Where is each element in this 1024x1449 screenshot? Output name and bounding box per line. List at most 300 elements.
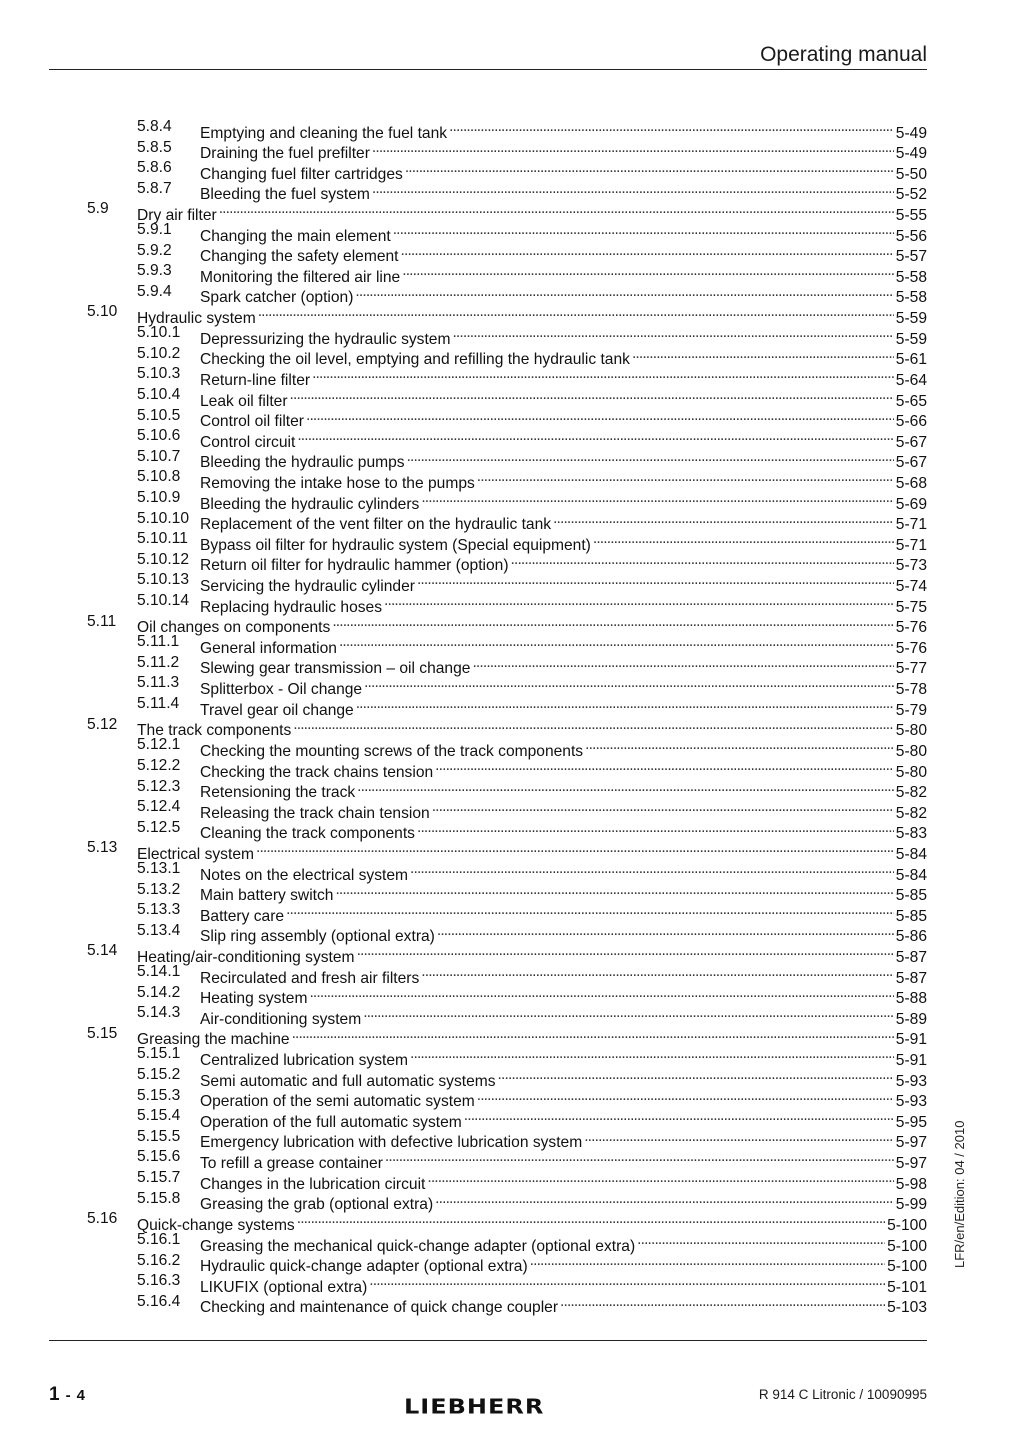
- toc-subsection-entry[interactable]: [87, 962, 927, 987]
- toc-entry-number: 5.10.4: [137, 385, 181, 403]
- table-of-contents: [87, 117, 927, 1317]
- toc-entry-title: Slewing gear transmission – oil change: [200, 660, 471, 678]
- toc-subsection-entry[interactable]: [87, 632, 927, 657]
- toc-subsection-entry[interactable]: [87, 591, 927, 616]
- toc-entry-title: Retensioning the track: [200, 784, 356, 802]
- toc-subsection-entry[interactable]: [87, 900, 927, 925]
- toc-entry-number: 5.10: [87, 303, 118, 321]
- toc-dot-leader: [355, 777, 894, 798]
- toc-entry-title: Slip ring assembly (optional extra): [200, 928, 435, 946]
- toc-entry-title: Notes on the electrical system: [200, 866, 409, 884]
- toc-entry-number: 5.10.11: [137, 530, 188, 548]
- toc-entry-number: 5.14.3: [137, 1004, 181, 1022]
- toc-subsection-entry[interactable]: [87, 1065, 927, 1090]
- page-number: [49, 1384, 85, 1406]
- toc-entry-title: The track components: [137, 722, 292, 740]
- toc-dot-leader: [405, 447, 894, 468]
- toc-dot-leader: [558, 1292, 885, 1313]
- toc-entry-number: 5.10.6: [137, 427, 181, 445]
- toc-entry-number: 5.10.12: [137, 550, 190, 568]
- toc-entry-number: 5.15.5: [137, 1127, 181, 1145]
- toc-dot-leader: [354, 694, 894, 715]
- toc-dot-leader: [367, 1271, 885, 1292]
- toc-subsection-entry[interactable]: [87, 529, 927, 554]
- toc-entry-page: 5-73: [895, 557, 927, 575]
- toc-subsection-entry[interactable]: [87, 880, 927, 905]
- toc-entry-title: Recirculated and fresh air filters: [200, 969, 420, 987]
- toc-entry-number: 5.10.7: [137, 447, 181, 465]
- toc-subsection-entry[interactable]: [87, 138, 927, 163]
- toc-entry-page: 5-67: [895, 433, 927, 451]
- toc-subsection-entry[interactable]: [87, 467, 927, 492]
- toc-entry-page: 5-98: [895, 1175, 927, 1193]
- toc-entry-title: Removing the intake hose to the pumps: [200, 474, 475, 492]
- toc-entry-page: 5-75: [895, 598, 927, 616]
- toc-entry-number: 5.10.3: [137, 365, 181, 383]
- toc-entry-title: Draining the fuel prefilter: [200, 145, 370, 163]
- toc-entry-title: Bleeding the fuel system: [200, 186, 370, 204]
- toc-subsection-entry[interactable]: [87, 1147, 927, 1173]
- header-divider: [49, 69, 927, 70]
- toc-entry-page: 5-65: [895, 392, 927, 410]
- toc-entry-title: Bleeding the hydraulic pumps: [200, 454, 405, 472]
- toc-entry-title: Greasing the grab (optional extra): [200, 1196, 434, 1214]
- toc-entry-title: LIKUFIX (optional extra): [200, 1278, 368, 1296]
- toc-subsection-entry[interactable]: [87, 1271, 927, 1296]
- toc-entry-page: 5-76: [895, 639, 927, 657]
- toc-entry-page: 5-71: [895, 516, 927, 534]
- toc-entry-title: Return oil filter for hydraulic hammer (option): [200, 557, 509, 575]
- toc-subsection-entry[interactable]: [87, 1127, 927, 1152]
- toc-subsection-entry[interactable]: [87, 1168, 927, 1193]
- toc-dot-leader: [290, 1024, 894, 1045]
- toc-entry-title: Dry air filter: [137, 207, 217, 225]
- toc-entry-number: 5.9.4: [137, 282, 172, 300]
- toc-entry-page: 5-64: [895, 371, 927, 389]
- toc-subsection-entry[interactable]: [87, 818, 927, 843]
- toc-entry-page: 5-58: [895, 268, 927, 286]
- toc-entry-page: 5-86: [895, 928, 927, 946]
- toc-entry-page: 5-68: [895, 474, 927, 492]
- toc-entry-title: Checking the track chains tension: [200, 763, 434, 781]
- toc-entry-title: Cleaning the track components: [200, 825, 415, 843]
- toc-dot-leader: [496, 1065, 894, 1086]
- toc-entry-title: Checking the oil level, emptying and refilling the hydraulic tank: [200, 351, 630, 369]
- toc-entry-number: 5.10.10: [137, 509, 190, 527]
- toc-entry-page: 5-77: [895, 660, 927, 678]
- toc-dot-leader: [470, 653, 893, 674]
- toc-entry-number: 5.9.1: [137, 221, 172, 239]
- toc-dot-leader: [435, 921, 894, 942]
- toc-entry-title: Return-line filter: [200, 371, 311, 389]
- toc-entry-number: 5.8.7: [137, 179, 172, 197]
- toc-entry-page: 5-71: [895, 536, 927, 554]
- toc-entry-page: 5-97: [895, 1134, 927, 1152]
- toc-entry-number: 5.15.8: [137, 1189, 181, 1207]
- toc-subsection-entry[interactable]: [87, 735, 927, 760]
- toc-dot-leader: [295, 426, 893, 447]
- toc-entry-page: 5-59: [895, 330, 927, 348]
- toc-entry-number: 5.10.2: [137, 344, 181, 362]
- toc-entry-title: Spark catcher (option): [200, 289, 354, 307]
- toc-entry-page: 5-93: [895, 1072, 927, 1090]
- toc-subsection-entry[interactable]: [87, 179, 927, 204]
- toc-entry-number: 5.12.1: [137, 736, 181, 754]
- toc-subsection-entry[interactable]: [87, 241, 927, 266]
- toc-dot-leader: [353, 282, 893, 303]
- toc-dot-leader: [583, 735, 894, 756]
- toc-subsection-entry[interactable]: [87, 488, 927, 513]
- toc-entry-page: 5-84: [895, 866, 927, 884]
- toc-subsection-entry[interactable]: [87, 261, 927, 286]
- toc-entry-title: Control oil filter: [200, 413, 304, 431]
- toc-entry-number: 5.15.7: [137, 1169, 181, 1187]
- toc-dot-leader: [509, 550, 894, 571]
- toc-subsection-entry[interactable]: [87, 570, 927, 596]
- toc-subsection-entry[interactable]: [87, 220, 927, 245]
- toc-entry-number: 5.8.5: [137, 138, 172, 156]
- toc-subsection-entry[interactable]: [87, 756, 927, 781]
- toc-subsection-entry[interactable]: [87, 983, 927, 1008]
- toc-subsection-entry[interactable]: [87, 509, 927, 534]
- toc-entry-title: Greasing the machine: [137, 1031, 290, 1049]
- toc-entry-page: 5-97: [895, 1155, 927, 1173]
- toc-entry-title: Air-conditioning system: [200, 1010, 362, 1028]
- toc-entry-title: Monitoring the filtered air line: [200, 268, 401, 286]
- toc-entry-page: 5-67: [895, 454, 927, 472]
- toc-dot-leader: [337, 632, 894, 653]
- edition-note: LFR/en/Edition: 04 / 2010: [952, 1120, 967, 1268]
- toc-subsection-entry[interactable]: [87, 921, 927, 946]
- toc-entry-page: 5-101: [887, 1278, 927, 1296]
- toc-entry-page: 5-91: [895, 1031, 927, 1049]
- toc-entry-title: Emergency lubrication with defective lubrication system: [200, 1134, 583, 1152]
- toc-entry-page: 5-76: [895, 619, 927, 637]
- toc-dot-leader: [635, 1230, 885, 1251]
- toc-entry-page: 5-56: [895, 227, 927, 245]
- toc-dot-leader: [382, 591, 894, 612]
- toc-entry-number: 5.10.8: [137, 468, 181, 486]
- toc-entry-number: 5.14.2: [137, 983, 181, 1001]
- toc-section-entry[interactable]: [87, 612, 927, 637]
- toc-entry-page: 5-82: [895, 804, 927, 822]
- toc-dot-leader: [415, 570, 894, 591]
- toc-dot-leader: [362, 673, 894, 694]
- toc-subsection-entry[interactable]: [87, 364, 927, 389]
- toc-entry-page: 5-49: [895, 124, 927, 142]
- toc-dot-leader: [355, 941, 894, 962]
- toc-entry-title: Servicing the hydraulic cylinder: [200, 578, 415, 596]
- toc-entry-title: Checking the mounting screws of the track components: [200, 742, 584, 760]
- toc-entry-title: Emptying and cleaning the fuel tank: [200, 124, 448, 142]
- toc-subsection-entry[interactable]: [87, 673, 927, 699]
- toc-section-entry[interactable]: [87, 1024, 927, 1049]
- toc-subsection-entry[interactable]: [87, 406, 927, 431]
- toc-entry-number: 5.15.6: [137, 1148, 181, 1166]
- toc-entry-number: 5.13: [87, 839, 118, 857]
- page-header-title: Operating manual: [760, 43, 927, 66]
- toc-dot-leader: [582, 1127, 894, 1148]
- toc-dot-leader: [284, 900, 894, 921]
- toc-dot-leader: [370, 138, 894, 159]
- toc-entry-title: General information: [200, 639, 337, 657]
- toc-entry-title: Replacing hydraulic hoses: [200, 598, 383, 616]
- toc-entry-page: 5-50: [895, 165, 927, 183]
- toc-entry-page: 5-93: [895, 1093, 927, 1111]
- toc-entry-number: 5.10.1: [137, 324, 181, 342]
- toc-subsection-entry[interactable]: [87, 550, 927, 575]
- toc-entry-page: 5-80: [895, 722, 927, 740]
- toc-dot-leader: [415, 818, 894, 839]
- toc-entry-number: 5.8.6: [137, 159, 172, 177]
- toc-dot-leader: [408, 1044, 894, 1065]
- toc-entry-page: 5-87: [895, 969, 927, 987]
- toc-dot-leader: [551, 509, 894, 530]
- toc-dot-leader: [408, 859, 894, 880]
- toc-dot-leader: [291, 715, 894, 736]
- toc-entry-title: Oil changes on components: [137, 619, 331, 637]
- toc-entry-title: Heating/air-conditioning system: [137, 948, 355, 966]
- toc-dot-leader: [433, 1189, 894, 1210]
- toc-entry-number: 5.14.1: [137, 962, 181, 980]
- liebherr-logo: LIEBHERR: [404, 1395, 545, 1419]
- toc-entry-page: 5-95: [895, 1113, 927, 1131]
- toc-entry-page: 5-100: [887, 1258, 927, 1276]
- toc-section-entry[interactable]: [87, 941, 927, 966]
- toc-entry-title: Semi automatic and full automatic systems: [200, 1072, 496, 1090]
- toc-entry-number: 5.13.3: [137, 901, 181, 919]
- toc-dot-leader: [383, 1147, 894, 1168]
- toc-dot-leader: [370, 179, 894, 200]
- toc-dot-leader: [433, 756, 894, 777]
- toc-entry-title: To refill a grease container: [200, 1155, 383, 1173]
- toc-subsection-entry[interactable]: [87, 1230, 927, 1255]
- toc-dot-leader: [310, 364, 894, 385]
- toc-entry-number: 5.15: [87, 1024, 118, 1042]
- toc-entry-number: 5.9.3: [137, 262, 172, 280]
- toc-entry-page: 5-100: [887, 1216, 927, 1234]
- toc-subsection-entry[interactable]: [87, 117, 927, 142]
- toc-entry-page: 5-80: [895, 742, 927, 760]
- toc-entry-title: Quick-change systems: [137, 1216, 295, 1234]
- toc-dot-leader: [528, 1251, 885, 1272]
- toc-entry-page: 5-85: [895, 907, 927, 925]
- toc-dot-leader: [419, 962, 894, 983]
- toc-dot-leader: [333, 880, 893, 901]
- toc-dot-leader: [430, 797, 894, 818]
- toc-entry-title: Greasing the mechanical quick-change adapter (optional extra): [200, 1237, 636, 1255]
- toc-entry-page: 5-85: [895, 887, 927, 905]
- toc-entry-title: Heating system: [200, 990, 308, 1008]
- toc-subsection-entry[interactable]: [87, 158, 927, 183]
- toc-dot-leader: [217, 199, 894, 220]
- toc-entry-number: 5.16.4: [137, 1292, 181, 1310]
- toc-entry-number: 5.15.2: [137, 1066, 181, 1084]
- toc-entry-title: Leak oil filter: [200, 392, 288, 410]
- toc-entry-number: 5.13.4: [137, 921, 181, 939]
- toc-entry-title: Changes in the lubrication circuit: [200, 1175, 426, 1193]
- toc-entry-number: 5.15.1: [137, 1045, 181, 1063]
- toc-entry-title: Operation of the full automatic system: [200, 1113, 462, 1131]
- toc-subsection-entry[interactable]: [87, 344, 927, 369]
- toc-subsection-entry[interactable]: [87, 282, 927, 307]
- toc-entry-page: 5-87: [895, 948, 927, 966]
- toc-dot-leader: [425, 1168, 893, 1189]
- toc-entry-page: 5-84: [895, 845, 927, 863]
- document-reference: R 914 C Litronic / 10090995: [758, 1387, 927, 1402]
- toc-section-entry[interactable]: [87, 838, 927, 863]
- toc-subsection-entry[interactable]: [87, 323, 927, 348]
- toc-entry-number: 5.12: [87, 715, 118, 733]
- toc-dot-leader: [361, 1003, 894, 1024]
- toc-entry-page: 5-89: [895, 1010, 927, 1028]
- toc-entry-page: 5-91: [895, 1052, 927, 1070]
- toc-entry-number: 5.11: [87, 612, 117, 630]
- toc-entry-number: 5.16: [87, 1210, 118, 1228]
- toc-entry-title: Battery care: [200, 907, 285, 925]
- toc-subsection-entry[interactable]: [87, 1292, 927, 1317]
- toc-entry-page: 5-59: [895, 310, 927, 328]
- toc-entry-number: 5.12.2: [137, 756, 181, 774]
- toc-entry-number: 5.16.1: [137, 1230, 181, 1248]
- toc-subsection-entry[interactable]: [87, 653, 927, 678]
- toc-section-entry[interactable]: [87, 302, 927, 328]
- toc-dot-leader: [399, 241, 894, 262]
- toc-dot-leader: [330, 612, 893, 633]
- toc-entry-title: Depressurizing the hydraulic system: [200, 330, 451, 348]
- toc-dot-leader: [591, 529, 894, 550]
- toc-entry-page: 5-61: [895, 351, 927, 369]
- toc-entry-title: Changing the main element: [200, 227, 391, 245]
- toc-entry-number: 5.12.3: [137, 777, 181, 795]
- toc-entry-number: 5.10.5: [137, 406, 181, 424]
- toc-entry-page: 5-58: [895, 289, 927, 307]
- toc-entry-title: Main battery switch: [200, 887, 334, 905]
- toc-entry-number: 5.10.14: [137, 592, 190, 610]
- toc-entry-page: 5-83: [895, 825, 927, 843]
- toc-entry-page: 5-103: [887, 1299, 927, 1317]
- toc-subsection-entry[interactable]: [87, 777, 927, 802]
- toc-dot-leader: [307, 983, 893, 1004]
- toc-dot-leader: [256, 302, 894, 323]
- toc-subsection-entry[interactable]: [87, 385, 927, 410]
- footer-divider: [49, 1340, 927, 1341]
- toc-dot-leader: [419, 488, 893, 509]
- toc-entry-title: Operation of the semi automatic system: [200, 1093, 475, 1111]
- toc-dot-leader: [254, 838, 894, 859]
- toc-entry-number: 5.11.3: [137, 674, 180, 692]
- toc-entry-number: 5.12.4: [137, 798, 181, 816]
- toc-entry-page: 5-49: [895, 145, 927, 163]
- toc-entry-number: 5.9.2: [137, 241, 172, 259]
- toc-entry-number: 5.11.4: [137, 695, 180, 713]
- page-number-page: 4: [76, 1387, 85, 1404]
- toc-subsection-entry[interactable]: [87, 1044, 927, 1070]
- page-number-separator: -: [65, 1387, 71, 1404]
- toc-entry-number: 5.15.4: [137, 1107, 181, 1125]
- toc-subsection-entry[interactable]: [87, 694, 927, 719]
- toc-section-entry[interactable]: [87, 1209, 927, 1234]
- toc-section-entry[interactable]: [87, 199, 927, 225]
- toc-dot-leader: [391, 220, 894, 241]
- toc-section-entry[interactable]: [87, 715, 927, 740]
- toc-entry-number: 5.10.13: [137, 571, 190, 589]
- toc-entry-title: Changing fuel filter cartridges: [200, 165, 403, 183]
- toc-entry-title: Releasing the track chain tension: [200, 804, 430, 822]
- toc-entry-number: 5.11.2: [137, 653, 180, 671]
- toc-entry-page: 5-88: [895, 990, 927, 1008]
- toc-entry-title: Hydraulic system: [137, 310, 256, 328]
- toc-subsection-entry[interactable]: [87, 1189, 927, 1214]
- toc-entry-title: Splitterbox - Oil change: [200, 681, 363, 699]
- toc-entry-number: 5.16.3: [137, 1272, 181, 1290]
- toc-entry-number: 5.9: [87, 200, 109, 218]
- toc-dot-leader: [288, 385, 894, 406]
- toc-entry-page: 5-100: [887, 1237, 927, 1255]
- toc-dot-leader: [630, 344, 894, 365]
- toc-subsection-entry[interactable]: [87, 859, 927, 884]
- toc-entry-number: 5.8.4: [137, 118, 172, 135]
- toc-dot-leader: [304, 406, 894, 427]
- toc-entry-number: 5.12.5: [137, 818, 181, 836]
- toc-entry-page: 5-82: [895, 784, 927, 802]
- toc-entry-title: Centralized lubrication system: [200, 1052, 409, 1070]
- toc-entry-number: 5.10.9: [137, 488, 181, 506]
- toc-entry-number: 5.13.1: [137, 859, 181, 877]
- toc-entry-title: Travel gear oil change: [200, 701, 354, 719]
- toc-entry-number: 5.16.2: [137, 1251, 181, 1269]
- toc-entry-title: Bypass oil filter for hydraulic system (Special equipment): [200, 536, 591, 554]
- toc-subsection-entry[interactable]: [87, 447, 927, 472]
- toc-entry-title: Hydraulic quick-change adapter (optional extra): [200, 1258, 528, 1276]
- toc-entry-page: 5-57: [895, 248, 927, 266]
- toc-entry-page: 5-66: [895, 413, 927, 431]
- page-number-chapter: 1: [49, 1384, 60, 1405]
- toc-subsection-entry[interactable]: [87, 797, 927, 822]
- toc-dot-leader: [462, 1106, 894, 1127]
- toc-dot-leader: [400, 261, 894, 282]
- toc-dot-leader: [447, 117, 894, 138]
- toc-entry-title: Bleeding the hydraulic cylinders: [200, 495, 420, 513]
- toc-entry-line: [200, 1292, 927, 1319]
- toc-dot-leader: [475, 467, 894, 488]
- toc-entry-page: 5-74: [895, 578, 927, 596]
- toc-dot-leader: [403, 158, 894, 179]
- toc-dot-leader: [450, 323, 893, 344]
- toc-entry-page: 5-80: [895, 763, 927, 781]
- toc-entry-page: 5-99: [895, 1196, 927, 1214]
- toc-entry-number: 5.11.1: [137, 633, 180, 651]
- toc-entry-title: Replacement of the vent filter on the hydraulic tank: [200, 516, 552, 534]
- toc-subsection-entry[interactable]: [87, 1003, 927, 1028]
- toc-entry-number: 5.13.2: [137, 880, 181, 898]
- toc-entry-page: 5-52: [895, 186, 927, 204]
- toc-entry-number: 5.15.3: [137, 1086, 181, 1104]
- toc-entry-page: 5-78: [895, 681, 927, 699]
- toc-subsection-entry[interactable]: [87, 1106, 927, 1131]
- toc-entry-title: Electrical system: [137, 845, 254, 863]
- toc-subsection-entry[interactable]: [87, 426, 927, 451]
- toc-entry-title: Checking and maintenance of quick change coupler: [200, 1299, 559, 1317]
- toc-entry-page: 5-79: [895, 701, 927, 719]
- toc-subsection-entry[interactable]: [87, 1086, 927, 1111]
- toc-dot-leader: [475, 1086, 894, 1107]
- toc-entry-number: 5.14: [87, 942, 118, 960]
- toc-entry-page: 5-55: [895, 207, 927, 225]
- toc-entry-title: Changing the safety element: [200, 248, 399, 266]
- toc-dot-leader: [295, 1209, 885, 1230]
- toc-subsection-entry[interactable]: [87, 1251, 927, 1276]
